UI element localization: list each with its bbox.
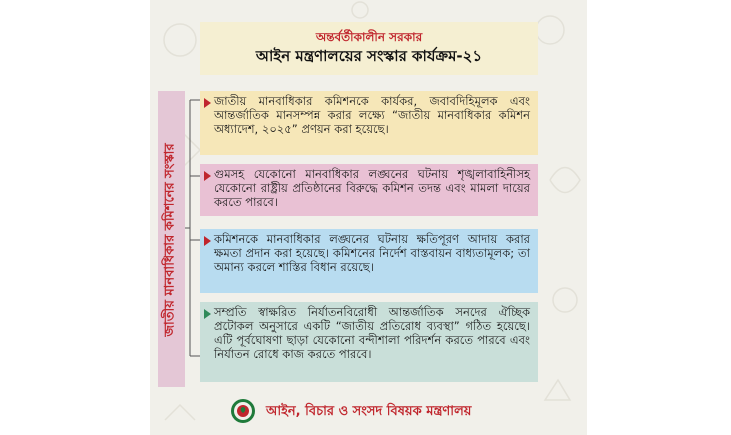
header-title: আইন মন্ত্রণালয়ের সংস্কার কার্যক্রম-২১	[255, 47, 483, 65]
reform-text: কমিশনকে মানবাধিকার লঙ্ঘনের ঘটনায় ক্ষতিপূরণ আদায় করার ক্ষমতা প্রদান করা হয়েছে। কমিশনের নির্দেশ বাস্তবায়ন বাধ্যতামূলক; তা অমান্য করলে শাস্তির বিধান রয়েছে।	[214, 232, 530, 274]
reform-item-2	[200, 164, 538, 216]
bullet-arrow-icon	[204, 171, 211, 181]
reform-item-3	[200, 229, 538, 293]
bullet-arrow-icon	[204, 236, 211, 246]
footer	[230, 398, 530, 424]
reform-item-4	[200, 302, 538, 382]
bullet-arrow-icon	[204, 309, 211, 319]
reform-text: গুমসহ যেকোনো মানবাধিকার লঙ্ঘনের ঘটনায় শৃঙ্খলাবাহিনীসহ যেকোনো রাষ্ট্রীয় প্রতিষ্ঠানের বিরুদ্ধে কমিশন তদন্ত এবং মামলা দায়ের করতে পারবে।	[214, 167, 530, 209]
reform-item-1	[200, 91, 538, 155]
header-subtitle: অন্তর্বর্তীকালীন সরকার	[315, 30, 423, 44]
infographic-card	[150, 0, 587, 435]
reform-text: জাতীয় মানবাধিকার কমিশনকে কার্যকর, জবাবদিহিমূলক এবং আন্তর্জাতিক মানসম্পন্ন করার লক্ষ্যে “জাতীয় মানবাধিকার কমিশন অধ্যাদেশ, ২০২৫” প্রণয়ন করা হয়েছে।	[214, 94, 530, 136]
government-seal-icon	[230, 398, 256, 424]
ministry-name: আইন, বিচার ও সংসদ বিষয়ক মন্ত্রণালয়	[266, 404, 472, 419]
sidebar-label: জাতীয় মানবাধিকার কমিশনের সংস্কার	[162, 143, 178, 337]
header-banner	[200, 22, 538, 75]
reform-text: সম্প্রতি স্বাক্ষরিত নির্যাতনবিরোধী আন্তর্জাতিক সনদের ঐচ্ছিক প্রটোকল অনুসারে একটি “জাতীয় প্রতিরোধ ব্যবস্থা” গঠিত হয়েছে। এটি পূর্বঘোষণা ছাড়া যেকোনো বন্দীশালা পরিদর্শন করতে পারবে এবং নির্যাতন রোধে কাজ করতে পারবে।	[214, 305, 530, 361]
bullet-arrow-icon	[204, 98, 211, 108]
